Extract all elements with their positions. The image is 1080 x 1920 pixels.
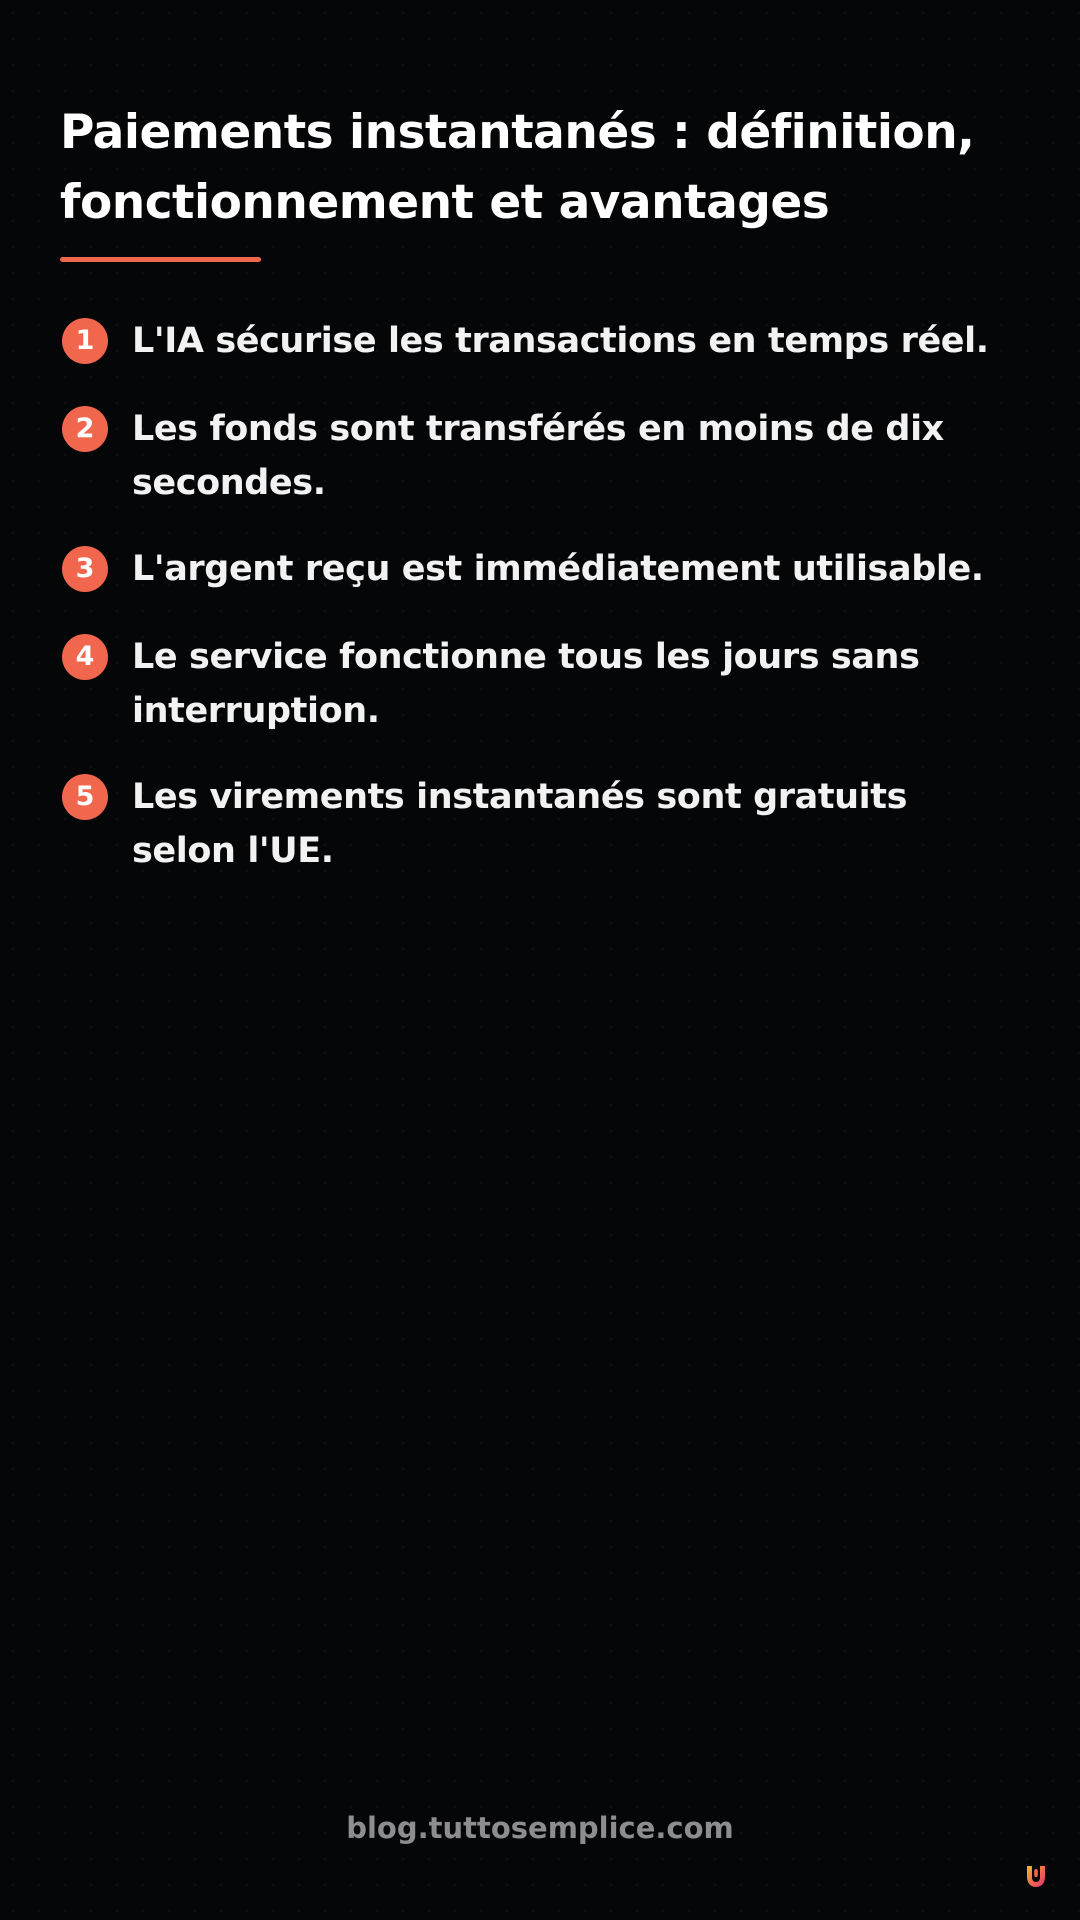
title-underline <box>60 257 261 262</box>
number-badge: 2 <box>62 406 108 452</box>
list-item-line: interruption. <box>132 691 380 731</box>
page-title <box>60 98 1040 238</box>
number-badge: 4 <box>62 634 108 680</box>
number-badge: 1 <box>62 318 108 364</box>
list-item-text <box>132 542 1012 596</box>
number-badge: 3 <box>62 546 108 592</box>
list-item-text <box>132 314 1012 368</box>
list-item-text <box>132 770 1012 878</box>
list-item <box>60 630 1020 750</box>
title-line-2: fonctionnement et avantages <box>60 175 830 230</box>
title-line-1: Paiements instantanés : définition, <box>60 105 975 160</box>
list-item-line: Le service fonctionne tous les jours sans <box>132 637 920 677</box>
list-item-line: Les virements instantanés sont gratuits <box>132 777 908 817</box>
list-item-line: L'IA sécurise les transactions en temps réel. <box>132 321 989 361</box>
list-item <box>60 770 1020 890</box>
footer-url: blog.tuttosemplice.com <box>346 1811 734 1845</box>
list-item-text <box>132 630 1012 738</box>
list-item-line: Les fonds sont transférés en moins de dix <box>132 409 944 449</box>
u-logo-icon <box>1020 1860 1052 1892</box>
list-item-text <box>132 402 1012 510</box>
list-item <box>60 402 1020 522</box>
list-item-line: secondes. <box>132 463 326 503</box>
list-item-line: selon l'UE. <box>132 831 334 871</box>
list-item-line: L'argent reçu est immédiatement utilisable. <box>132 549 984 589</box>
number-badge: 5 <box>62 774 108 820</box>
